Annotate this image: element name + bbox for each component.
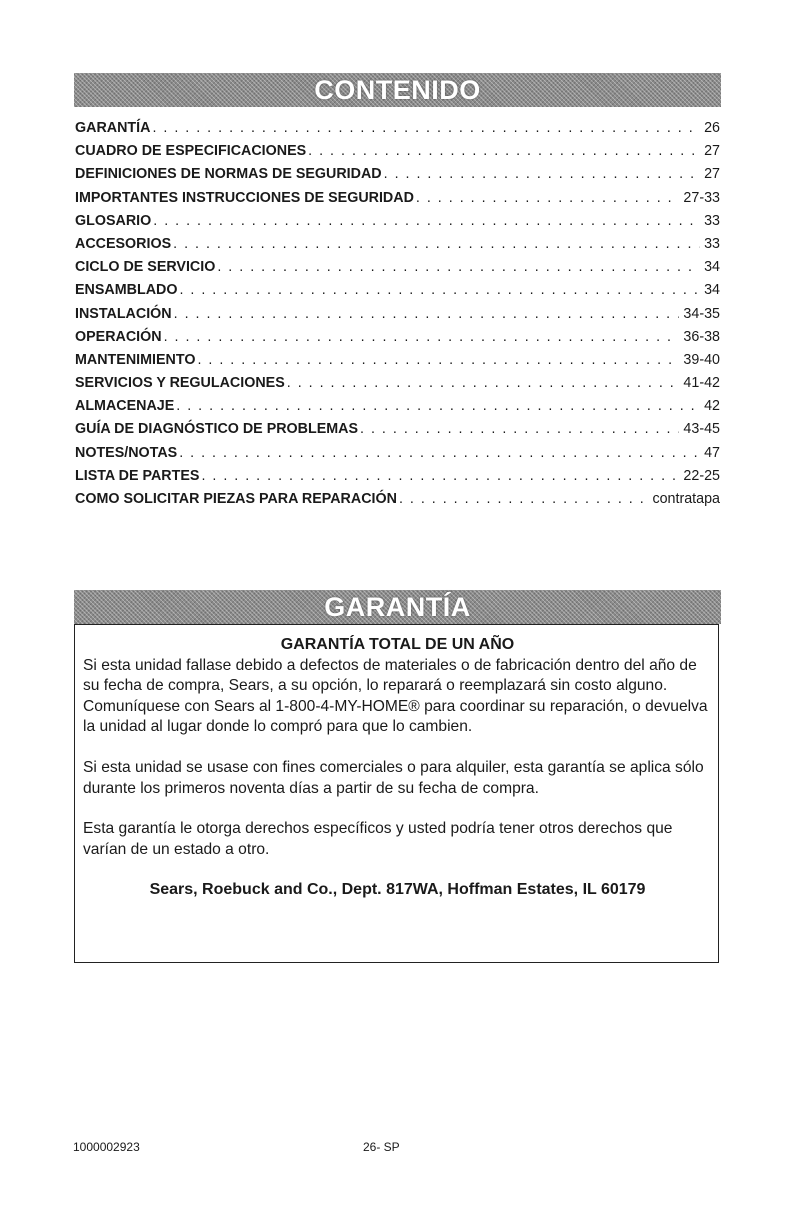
toc-entry-page: 33 bbox=[704, 235, 720, 252]
toc-entry bbox=[75, 375, 720, 398]
toc-entry-page: 39-40 bbox=[683, 351, 720, 368]
warranty-title: GARANTÍA TOTAL DE UN AÑO bbox=[280, 636, 515, 653]
toc-entry-page: 34 bbox=[704, 282, 720, 299]
toc-entry bbox=[75, 398, 720, 421]
toc-entry bbox=[75, 329, 720, 352]
toc-leader-dots bbox=[384, 166, 700, 182]
toc-entry-page: 27 bbox=[704, 143, 720, 160]
toc-leader-dots bbox=[173, 236, 700, 252]
warranty-banner bbox=[74, 590, 721, 624]
toc-entry-title: OPERACIÓN bbox=[75, 328, 162, 345]
toc-entry bbox=[75, 282, 720, 305]
contents-banner-title: CONTENIDO bbox=[314, 74, 481, 105]
toc-entry bbox=[75, 190, 720, 213]
toc-entry-title: GLOSARIO bbox=[75, 212, 152, 229]
toc-leader-dots bbox=[416, 190, 680, 206]
contents-banner bbox=[74, 73, 721, 107]
document-code: 1000002923 bbox=[73, 1140, 140, 1154]
toc-entry-title: CICLO DE SERVICIO bbox=[75, 259, 216, 276]
toc-entry bbox=[75, 445, 720, 468]
table-of-contents bbox=[75, 120, 720, 514]
warranty-paragraph-3: Esta garantía le otorga derechos específicos y usted podría tener otros derechos que varían de un estado a otro. bbox=[83, 820, 673, 858]
warranty-paragraph-1: Si esta unidad fallase debido a defectos de materiales o de fabricación dentro del año de su fecha de compra, Sears, a su opción, lo reparará o reemplazará sin costo alguno. Comuníquese con Sears al 1-800-4-MY-HOME® para coordinar su reparación, o devuelva la unidad al lugar donde lo compró para que lo cambien. bbox=[83, 656, 708, 736]
toc-entry-page: 34-35 bbox=[683, 305, 720, 322]
toc-entry-title: ENSAMBLADO bbox=[75, 282, 178, 299]
warranty-box bbox=[74, 624, 719, 963]
toc-leader-dots bbox=[197, 352, 679, 368]
toc-entry-title: GUÍA DE DIAGNÓSTICO DE PROBLEMAS bbox=[75, 421, 359, 438]
toc-leader-dots bbox=[153, 213, 700, 229]
toc-entry-page: 43-45 bbox=[683, 421, 720, 438]
toc-entry-title: DEFINICIONES DE NORMAS DE SEGURIDAD bbox=[75, 166, 382, 183]
toc-entry bbox=[75, 468, 720, 491]
toc-leader-dots bbox=[179, 282, 700, 298]
warranty-paragraph-2: Si esta unidad se usase con fines comerciales o para alquiler, esta garantía se aplica sólo durante los primeros noventa días a partir de su fecha de compra. bbox=[83, 758, 704, 797]
toc-leader-dots bbox=[360, 421, 679, 437]
toc-entry bbox=[75, 352, 720, 375]
toc-entry-page: 42 bbox=[704, 398, 720, 415]
toc-entry-title: GARANTÍA bbox=[75, 120, 151, 136]
toc-leader-dots bbox=[201, 468, 679, 484]
toc-entry-title: CUADRO DE ESPECIFICACIONES bbox=[75, 143, 307, 160]
toc-entry-title: SERVICIOS Y REGULACIONES bbox=[75, 375, 285, 392]
toc-entry bbox=[75, 143, 720, 166]
toc-leader-dots bbox=[176, 398, 700, 414]
toc-leader-dots bbox=[179, 445, 700, 461]
toc-entry-page: 41-42 bbox=[683, 375, 720, 392]
toc-entry bbox=[75, 120, 720, 143]
toc-entry-page: 47 bbox=[704, 444, 720, 461]
toc-entry-title: LISTA DE PARTES bbox=[75, 467, 200, 484]
toc-entry-title: MANTENIMIENTO bbox=[75, 351, 196, 368]
toc-entry-page: 26 bbox=[704, 120, 720, 136]
page-number: 26- SP bbox=[363, 1140, 400, 1154]
toc-leader-dots bbox=[217, 259, 700, 275]
toc-entry bbox=[75, 259, 720, 282]
toc-leader-dots bbox=[287, 375, 680, 391]
toc-entry-page: 22-25 bbox=[683, 467, 720, 484]
toc-leader-dots bbox=[308, 143, 700, 159]
toc-leader-dots bbox=[164, 329, 680, 345]
toc-entry bbox=[75, 213, 720, 236]
toc-entry-title: COMO SOLICITAR PIEZAS PARA REPARACIÓN bbox=[75, 491, 397, 507]
toc-entry-page: 27-33 bbox=[683, 189, 720, 206]
toc-entry-page: 36-38 bbox=[683, 328, 720, 345]
toc-entry-title: INSTALACIÓN bbox=[75, 305, 172, 322]
toc-entry bbox=[75, 306, 720, 329]
warranty-banner-title: GARANTÍA bbox=[324, 591, 471, 622]
toc-entry-page: 34 bbox=[704, 259, 720, 276]
toc-entry bbox=[75, 166, 720, 189]
toc-entry bbox=[75, 491, 720, 514]
toc-entry-title: IMPORTANTES INSTRUCCIONES DE SEGURIDAD bbox=[75, 189, 414, 206]
toc-entry bbox=[75, 421, 720, 444]
toc-leader-dots bbox=[399, 491, 648, 507]
toc-entry-title: NOTES/NOTAS bbox=[75, 444, 178, 461]
warranty-address: Sears, Roebuck and Co., Dept. 817WA, Hoffman Estates, IL 60179 bbox=[149, 881, 646, 899]
toc-entry-title: ALMACENAJE bbox=[75, 398, 175, 415]
toc-leader-dots bbox=[174, 306, 680, 322]
toc-entry-page: 27 bbox=[704, 166, 720, 183]
toc-leader-dots bbox=[152, 120, 700, 136]
toc-entry-title: ACCESORIOS bbox=[75, 235, 172, 252]
toc-entry bbox=[75, 236, 720, 259]
toc-entry-page: 33 bbox=[704, 212, 720, 229]
toc-entry-page: contratapa bbox=[652, 491, 720, 507]
